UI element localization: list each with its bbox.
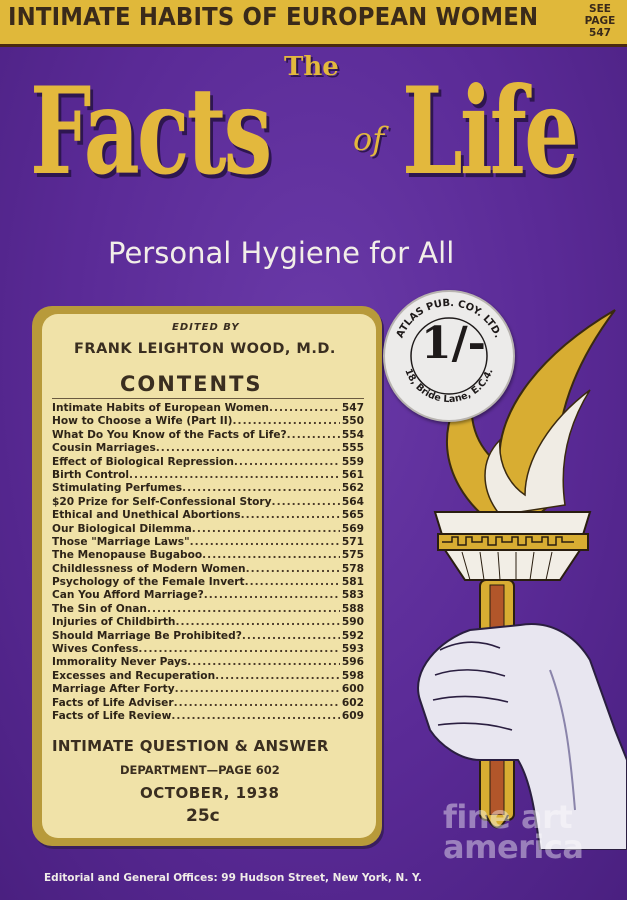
table-of-contents: [52, 402, 364, 723]
toc-leader-dots: [215, 670, 340, 683]
toc-page: 592: [341, 629, 364, 642]
toc-leader-dots: [190, 536, 340, 549]
toc-page: 565: [341, 509, 364, 522]
toc-page: 588: [341, 602, 364, 615]
toc-row: [52, 576, 364, 589]
toc-title: Facts of Life Adviser: [52, 696, 174, 709]
top-banner: [0, 0, 627, 47]
qa-title: INTIMATE QUESTION & ANSWER: [52, 737, 329, 755]
toc-page: 562: [341, 482, 364, 495]
toc-row: [52, 656, 364, 669]
toc-leader-dots: [147, 603, 340, 616]
toc-title: Excesses and Recuperation: [52, 669, 216, 682]
contents-rule: [52, 398, 364, 399]
toc-title: Intimate Habits of European Women: [52, 402, 269, 414]
toc-leader-dots: [175, 683, 340, 696]
toc-title: Facts of Life Review: [52, 709, 172, 722]
toc-row: [52, 710, 364, 723]
toc-title: Wives Confess: [52, 643, 139, 656]
toc-title: Ethical and Unethical Abortions: [52, 509, 241, 522]
footer-address: Editorial and General Offices: 99 Hudson Street, New York, N. Y.: [44, 872, 422, 884]
price-badge: [383, 290, 515, 422]
toc-leader-dots: [272, 496, 340, 509]
toc-title: Immorality Never Pays: [52, 656, 188, 669]
toc-page: 578: [341, 562, 364, 575]
cover-price: 25c: [186, 806, 220, 826]
see-page-line: PAGE: [584, 15, 616, 27]
toc-page: 590: [341, 616, 364, 629]
toc-row: [52, 603, 364, 616]
toc-title: The Menopause Bugaboo: [52, 549, 203, 562]
toc-row: [52, 429, 364, 442]
masthead-the: The: [284, 52, 339, 82]
toc-title: Injuries of Childbirth: [52, 616, 176, 629]
see-page-note: [578, 3, 622, 39]
toc-title: Stimulating Perfumes: [52, 482, 183, 495]
toc-title: How to Choose a Wife (Part II): [52, 415, 233, 428]
toc-leader-dots: [202, 549, 340, 562]
edited-by-label: EDITED BY: [172, 322, 240, 333]
toc-page: 559: [341, 455, 364, 468]
toc-title: Marriage After Forty: [52, 683, 175, 696]
toc-row: [52, 496, 364, 509]
contents-heading: CONTENTS: [120, 372, 263, 396]
toc-leader-dots: [242, 630, 340, 643]
toc-title: Can You Afford Marriage?: [52, 589, 204, 602]
toc-leader-dots: [246, 563, 340, 576]
banner-headline: INTIMATE HABITS OF EUROPEAN WOMEN: [8, 2, 539, 31]
toc-page: 569: [341, 522, 364, 535]
toc-row: [52, 616, 364, 629]
toc-page: 571: [341, 535, 364, 548]
toc-title: Birth Control: [52, 468, 130, 481]
toc-row: [52, 509, 364, 522]
issue-date: OCTOBER, 1938: [140, 784, 280, 802]
watermark-line: fine art: [443, 798, 573, 836]
toc-leader-dots: [156, 442, 340, 455]
toc-leader-dots: [174, 697, 340, 710]
toc-page: 600: [341, 683, 364, 696]
toc-title: What Do You Know of the Facts of Life?: [52, 428, 287, 441]
toc-page: 596: [341, 656, 364, 669]
masthead-life: Life: [402, 61, 577, 202]
editor-name: FRANK LEIGHTON WOOD, M.D.: [74, 341, 336, 357]
toc-row: [52, 442, 364, 455]
toc-page: 581: [341, 576, 364, 589]
masthead-of: of: [353, 120, 385, 158]
toc-page: 550: [341, 415, 364, 428]
toc-title: Should Marriage Be Prohibited?: [52, 629, 242, 642]
toc-leader-dots: [129, 469, 340, 482]
badge-bottom-arc: 18, Bride Lane, E.C.4.: [402, 367, 496, 406]
toc-row: [52, 683, 364, 696]
watermark: [443, 798, 584, 866]
toc-page: 575: [341, 549, 364, 562]
toc-leader-dots: [182, 482, 340, 495]
toc-leader-dots: [192, 523, 340, 536]
toc-leader-dots: [233, 415, 340, 428]
toc-row: [52, 456, 364, 469]
subtitle: Personal Hygiene for All: [108, 236, 455, 270]
toc-leader-dots: [187, 656, 340, 669]
toc-page: 602: [341, 696, 364, 709]
toc-page: 609: [341, 709, 364, 722]
badge-price: 1/-: [421, 318, 486, 369]
toc-page: 583: [341, 589, 364, 602]
see-page-line: 547: [589, 27, 611, 39]
toc-leader-dots: [245, 576, 340, 589]
toc-title: Cousin Marriages: [52, 442, 156, 455]
watermark-line: america: [443, 828, 584, 866]
toc-page: 555: [341, 442, 364, 455]
toc-row: [52, 549, 364, 562]
masthead-facts: Facts: [30, 61, 270, 202]
toc-row: [52, 469, 364, 482]
toc-row: [52, 589, 364, 602]
toc-leader-dots: [241, 509, 340, 522]
toc-page: 547: [341, 402, 364, 414]
toc-leader-dots: [175, 616, 339, 629]
toc-title: Our Biological Dilemma: [52, 522, 192, 535]
toc-page: 598: [341, 669, 364, 682]
toc-leader-dots: [287, 429, 340, 442]
toc-title: Effect of Biological Repression: [52, 455, 234, 468]
toc-leader-dots: [269, 402, 340, 415]
toc-row: [52, 643, 364, 656]
toc-page: 593: [341, 643, 364, 656]
toc-row: [52, 670, 364, 683]
badge-top-arc: ATLAS PUB. COY. LTD.: [394, 297, 504, 340]
toc-row: [52, 697, 364, 710]
toc-row: [52, 563, 364, 576]
toc-title: Those "Marriage Laws": [52, 535, 190, 548]
qa-department: DEPARTMENT—PAGE 602: [120, 763, 280, 777]
toc-page: 561: [341, 468, 364, 481]
toc-row: [52, 523, 364, 536]
toc-title: Psychology of the Female Invert: [52, 576, 245, 589]
toc-leader-dots: [171, 710, 339, 723]
toc-title: Childlessness of Modern Women: [52, 562, 246, 575]
toc-leader-dots: [234, 456, 340, 469]
toc-row: [52, 482, 364, 495]
toc-leader-dots: [138, 643, 339, 656]
toc-title: $20 Prize for Self-Confessional Story: [52, 495, 272, 508]
toc-page: 554: [341, 428, 364, 441]
toc-row: [52, 402, 364, 415]
toc-row: [52, 415, 364, 428]
toc-row: [52, 630, 364, 643]
toc-page: 564: [341, 495, 364, 508]
toc-row: [52, 536, 364, 549]
see-page-line: SEE: [589, 3, 611, 15]
toc-leader-dots: [204, 589, 340, 602]
toc-title: The Sin of Onan: [52, 602, 147, 615]
